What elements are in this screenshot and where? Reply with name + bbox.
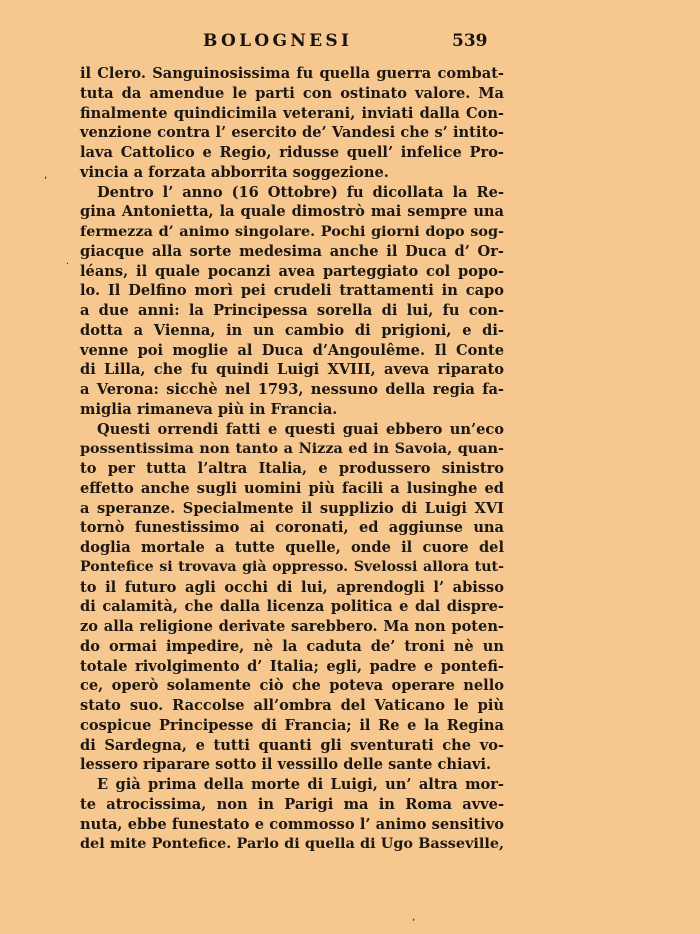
text-line: tuta da amendue le parti con ostinato valore. Ma xyxy=(80,84,504,102)
text-line: doglia mortale a tutte quelle, onde il cuore del xyxy=(80,539,504,556)
text-line: zo alla religione derivate sarebbero. Ma non poten- xyxy=(80,618,504,635)
text-line: lo. Il Delfino morì pei crudeli trattamenti in capo xyxy=(80,282,504,300)
text-line: do ormai impedire, nè la caduta de’ troni nè un xyxy=(80,637,504,655)
text-line: lava Cattolico e Regio, ridusse quell’ infelice Pro- xyxy=(80,144,504,161)
text-line: dotta a Vienna, in un cambio di prigioni, e di- xyxy=(80,321,504,339)
text-line: to per tutta l’altra Italia, e produssero sinistro xyxy=(80,460,504,477)
text-line: fermezza d’ animo singolare. Pochi giorni dopo sog- xyxy=(80,223,504,240)
text-line: il Clero. Sanguinosissima fu quella guerra combat- xyxy=(80,65,504,82)
body-text xyxy=(80,64,504,854)
text-line: to il futuro agli occhi di lui, aprendogli l’ abisso xyxy=(80,578,504,596)
page-number: 539 xyxy=(452,31,488,51)
text-line: finalmente quindicimila veterani, inviati dalla Con- xyxy=(80,104,504,122)
text-line: di Lilla, che fu quindi Luigi XVIII, aveva riparato xyxy=(80,361,504,379)
running-head-title: BOLOGNESI xyxy=(203,31,353,51)
text-line: miglia rimaneva più in Francia. xyxy=(80,400,338,418)
text-line: ce, operò solamente ciò che poteva operare nello xyxy=(80,677,504,695)
text-line: Questi orrendi fatti e questi guai ebbero un’eco xyxy=(97,420,504,438)
running-head xyxy=(0,31,700,55)
text-line: effetto anche sugli uomini più facili a lusinghe ed xyxy=(80,479,504,497)
text-line: nuta, ebbe funestato e commosso l’ animo sensitivo xyxy=(80,815,504,833)
text-line: giacque alla sorte medesima anche il Duca d’ Or- xyxy=(80,242,504,260)
ink-speck: · xyxy=(66,259,70,270)
text-line: a Verona: sicchè nel 1793, nessuno della regia fa- xyxy=(80,381,504,398)
ink-speck: ‚ xyxy=(412,912,416,923)
text-line: tornò funestissimo ai coronati, ed aggiunse una xyxy=(80,519,504,537)
text-line: te atrocissima, non in Parigi ma in Roma avve- xyxy=(80,795,504,813)
ink-speck: , xyxy=(44,170,48,181)
text-line: E già prima della morte di Luigi, un’ altra mor- xyxy=(97,776,504,793)
text-line: a due anni: la Principessa sorella di lui, fu con- xyxy=(80,302,504,319)
text-line: Dentro l’ anno (16 Ottobre) fu dicollata la Re- xyxy=(97,183,504,201)
text-line: venne poi moglie al Duca d’Angoulême. Il Conte xyxy=(80,341,504,359)
text-line: gina Antonietta, la quale dimostrò mai sempre una xyxy=(80,203,504,221)
text-line: lessero riparare sotto il vessillo delle sante chiavi. xyxy=(80,756,492,774)
text-line: Pontefice si trovava già oppresso. Svelossi allora tut- xyxy=(80,558,504,575)
text-line: di calamità, che dalla licenza politica e dal dispre- xyxy=(80,598,504,616)
text-line: possentissima non tanto a Nizza ed in Savoia, quan- xyxy=(80,440,504,458)
text-line: stato suo. Raccolse all’ombra del Vaticano le più xyxy=(80,697,504,714)
text-line: di Sardegna, e tutti quanti gli sventurati che vo- xyxy=(80,736,504,754)
text-line: venzione contra l’ esercito de’ Vandesi che s’ intito- xyxy=(80,124,504,142)
text-line: cospicue Principesse di Francia; il Re e la Regina xyxy=(80,716,504,734)
text-line: a speranze. Specialmente il supplizio di Luigi XVI xyxy=(80,499,504,517)
text-line: del mite Pontefice. Parlo di quella di Ugo Basseville, xyxy=(80,835,504,853)
text-line: vincia a forzata abborrita soggezione. xyxy=(80,163,389,181)
text-line: léans, il quale pocanzi avea parteggiato col popo- xyxy=(80,262,504,280)
text-line: totale rivolgimento d’ Italia; egli, padre e pontefi- xyxy=(80,657,504,675)
